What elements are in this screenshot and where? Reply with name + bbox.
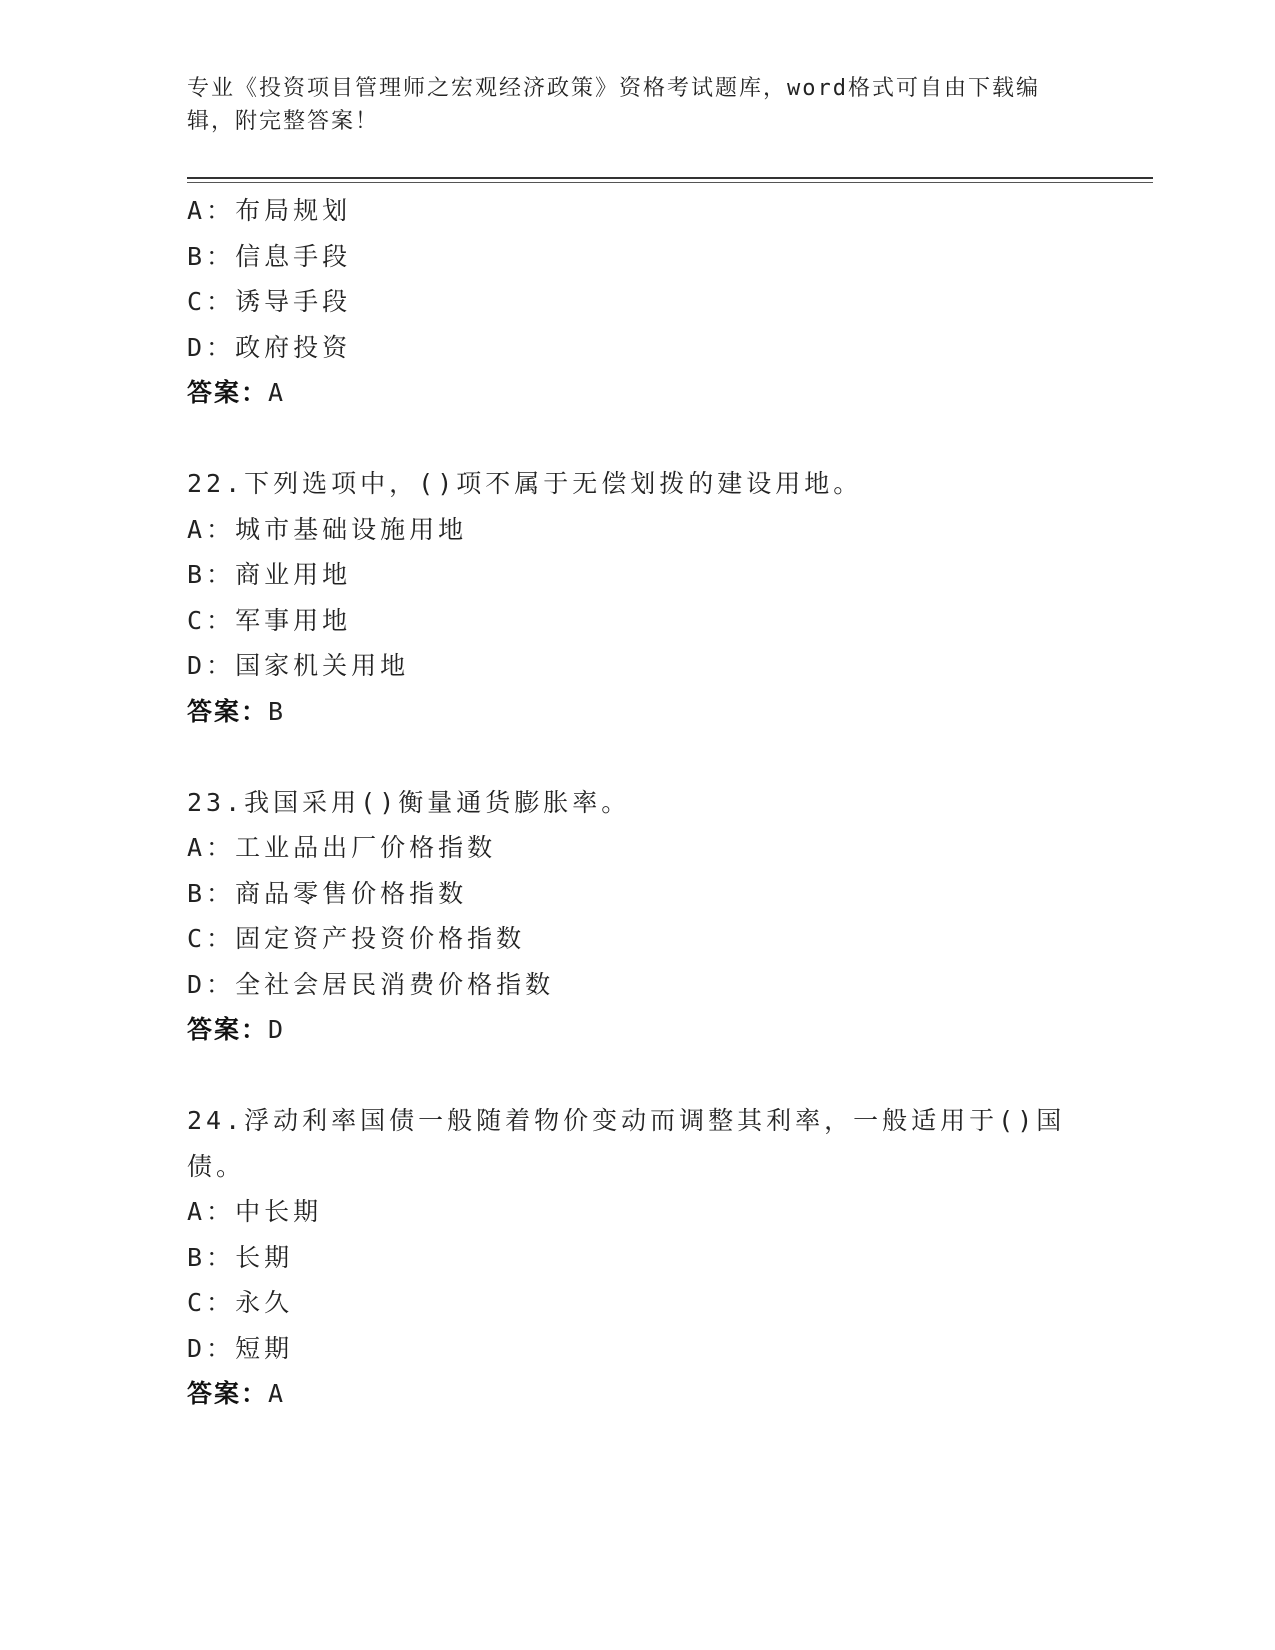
- option-text: 中长期: [235, 1197, 323, 1226]
- option-a: [187, 507, 1087, 553]
- option-text: 军事用地: [235, 605, 352, 635]
- option-letter: A：: [187, 833, 236, 862]
- header-divider: [187, 177, 1153, 179]
- option-c: [187, 1280, 1087, 1326]
- option-text: 工业品出厂价格指数: [235, 833, 497, 862]
- option-letter: B：: [187, 560, 236, 589]
- option-letter: B：: [187, 241, 236, 271]
- question-block-23: [187, 780, 1087, 1053]
- answer-line: [187, 689, 1087, 735]
- answer-label: 答案：: [187, 1379, 269, 1408]
- question-block-24: [187, 1098, 1087, 1417]
- option-letter: B：: [187, 1242, 236, 1272]
- option-a: [187, 825, 1087, 871]
- option-text: 政府投资: [235, 332, 352, 362]
- answer-label: 答案：: [187, 696, 269, 726]
- option-text: 固定资产投资价格指数: [235, 924, 526, 953]
- option-a: [187, 188, 1087, 234]
- option-a: [187, 1189, 1087, 1235]
- option-letter: D：: [187, 332, 236, 362]
- question-text: 22.下列选项中，()项不属于无偿划拨的建设用地。: [187, 469, 863, 498]
- question-block-21: [187, 188, 1087, 416]
- answer-line: [187, 1007, 1087, 1053]
- answer-value: D: [268, 1015, 286, 1044]
- option-letter: A：: [187, 196, 236, 225]
- option-letter: B：: [187, 878, 236, 908]
- option-c: [187, 916, 1087, 962]
- option-c: [187, 279, 1087, 325]
- header-divider-thin: [187, 182, 1153, 183]
- question-block-22: [187, 461, 1087, 734]
- option-letter: C：: [187, 605, 236, 635]
- option-b: [187, 552, 1087, 598]
- question-spacer: [187, 734, 1087, 780]
- option-text: 信息手段: [235, 241, 352, 271]
- option-text: 永久: [235, 1288, 294, 1317]
- answer-value: B: [268, 696, 286, 726]
- answer-line: [187, 1371, 1087, 1417]
- option-letter: C：: [187, 287, 236, 316]
- question-text: 23.我国采用()衡量通货膨胀率。: [187, 787, 631, 817]
- option-text: 诱导手段: [235, 287, 352, 316]
- question-text: 24.浮动利率国债一般随着物价变动而调整其利率，一般适用于()国债。: [187, 1106, 1066, 1181]
- answer-label: 答案：: [187, 1015, 269, 1044]
- question-spacer: [187, 416, 1087, 462]
- answer-value: A: [268, 378, 286, 407]
- option-text: 商业用地: [235, 560, 352, 589]
- option-text: 全社会居民消费价格指数: [235, 969, 555, 999]
- option-c: [187, 598, 1087, 644]
- option-b: [187, 234, 1087, 280]
- answer-value: A: [268, 1379, 286, 1408]
- option-text: 布局规划: [235, 196, 352, 225]
- answer-label: 答案：: [187, 378, 269, 407]
- option-letter: D：: [187, 1333, 236, 1363]
- option-text: 城市基础设施用地: [235, 514, 468, 544]
- document-header: 专业《投资项目管理师之宏观经济政策》资格考试题库，word格式可自由下载编辑，附完整答案！: [187, 76, 1040, 134]
- option-text: 长期: [235, 1242, 294, 1272]
- option-text: 商品零售价格指数: [235, 878, 468, 908]
- option-text: 短期: [235, 1333, 294, 1363]
- option-letter: C：: [187, 1288, 236, 1317]
- option-letter: A：: [187, 1197, 236, 1226]
- option-letter: D：: [187, 651, 236, 680]
- option-letter: D：: [187, 969, 236, 999]
- option-letter: A：: [187, 514, 236, 544]
- question-spacer: [187, 1053, 1087, 1099]
- option-b: [187, 871, 1087, 917]
- option-letter: C：: [187, 924, 236, 953]
- option-d: [187, 1326, 1087, 1372]
- option-d: [187, 643, 1087, 689]
- answer-line: [187, 370, 1087, 416]
- option-d: [187, 325, 1087, 371]
- option-b: [187, 1235, 1087, 1281]
- question-list: [187, 188, 1087, 1417]
- option-text: 国家机关用地: [235, 651, 410, 680]
- option-d: [187, 962, 1087, 1008]
